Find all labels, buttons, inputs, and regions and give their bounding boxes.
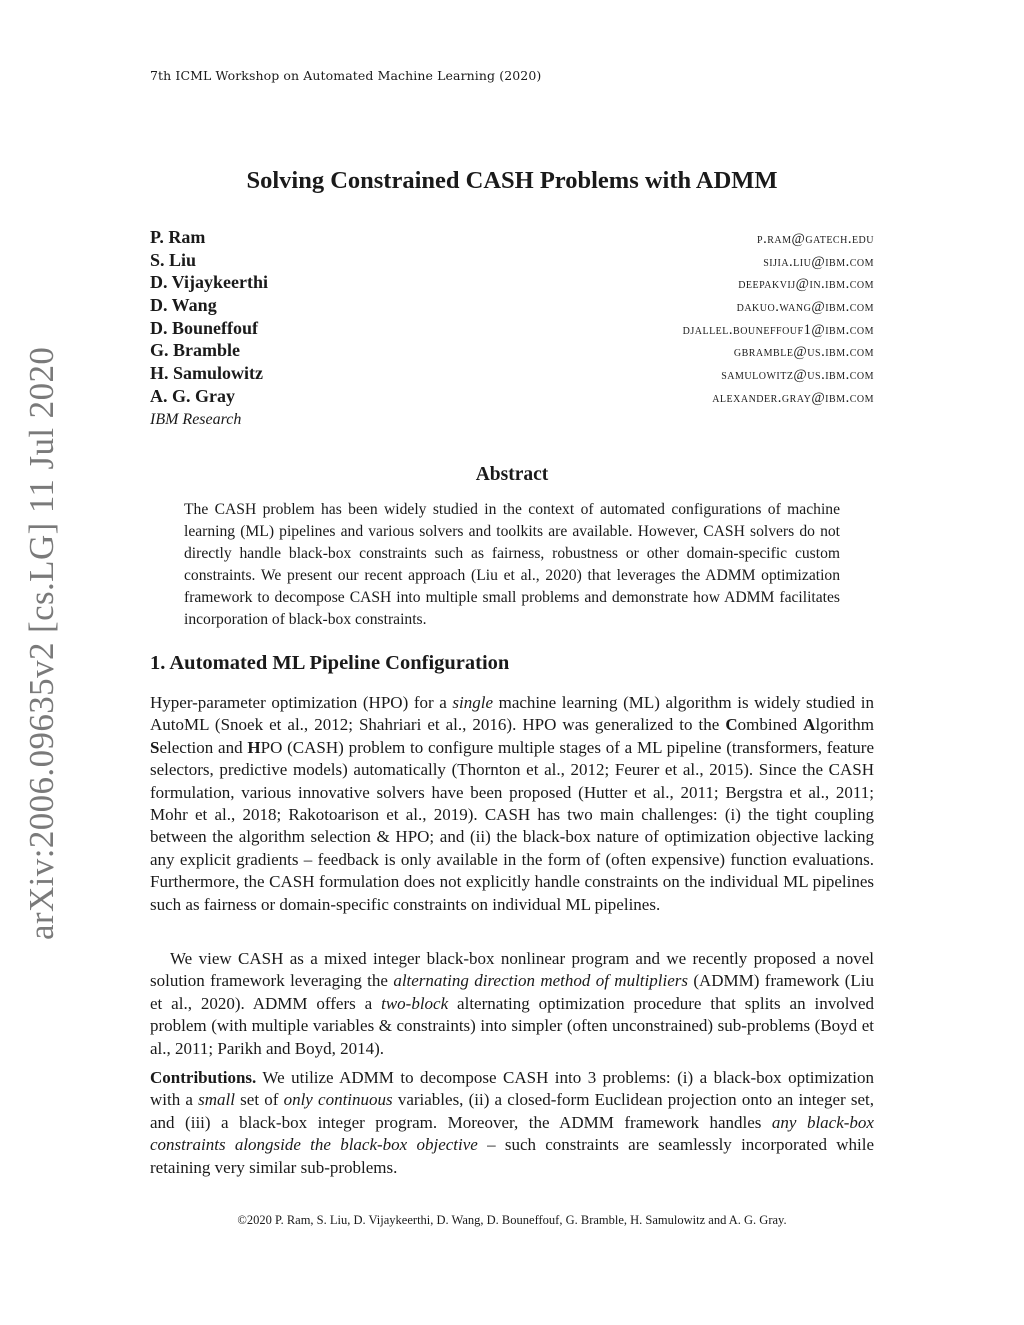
author-name: D. Bouneffouf: [150, 317, 259, 338]
text-run: ombined: [737, 715, 804, 735]
text-run: (ADMM) framework (Liu et al., 2020). ADMM offers a: [150, 971, 875, 1013]
author-row: [150, 363, 874, 386]
emphasis: small: [198, 1090, 235, 1110]
author-row: [150, 250, 874, 273]
author-email[interactable]: djallel.bouneffouf1@ibm.com: [682, 321, 874, 338]
author-list: [150, 227, 874, 429]
author-name: H. Samulowitz: [150, 363, 264, 384]
text-run: We utilize ADMM to decompose CASH into 3 problems: (i) a black-box optimization with a: [150, 1068, 874, 1110]
text-run: variables, (ii) a closed-form Euclidean projection onto an integer set, and (iii) a black-box integer program. Moreover, the ADMM framework handles: [150, 1090, 874, 1132]
emphasis: alternating direction method of multipliers: [393, 971, 688, 991]
author-row: [150, 340, 874, 363]
emphasis: only continuous: [283, 1090, 393, 1110]
acronym-letter: S: [150, 737, 160, 757]
section-heading: 1. Automated ML Pipeline Configuration: [150, 652, 510, 674]
author-name: G. Bramble: [150, 340, 240, 361]
paragraph: [150, 948, 874, 1060]
emphasis: two-block: [381, 993, 449, 1013]
acronym-letter: A: [803, 715, 816, 735]
paragraph-contributions: [150, 1067, 874, 1179]
abstract-heading: Abstract: [475, 464, 549, 485]
text-run: machine learning (ML) algorithm is widely studied in AutoML (Snoek et al., 2012; Shahriari et al., 2016). HPO was generalized to the: [150, 693, 874, 735]
paragraph-lead: Contributions.: [150, 1068, 257, 1087]
text-run: lgorithm: [815, 715, 874, 735]
text-run: election and: [159, 737, 248, 757]
author-row: [150, 318, 874, 341]
emphasis: single: [452, 693, 494, 712]
author-row: [150, 295, 874, 318]
author-name: D. Wang: [150, 295, 217, 316]
author-row: [150, 386, 874, 409]
acronym-letter: C: [725, 715, 738, 735]
author-email[interactable]: sijia.liu@ibm.com: [763, 253, 874, 270]
venue-header: 7th ICML Workshop on Automated Machine Learning (2020): [150, 68, 542, 83]
author-name: D. Vijaykeerthi: [150, 272, 268, 293]
paragraph: [150, 692, 874, 916]
author-name: A. G. Gray: [150, 385, 235, 406]
emphasis: any black-box constraints alongside the black-box objective: [150, 1112, 874, 1155]
text-run: Hyper-parameter optimization (HPO) for a: [150, 693, 453, 712]
author-name: P. Ram: [150, 227, 206, 247]
arxiv-stamp: arXiv:2006.09635v2 [cs.LG] 11 Jul 2020: [22, 346, 61, 940]
abstract-text: The CASH problem has been widely studied in the context of automated configurations of machine learning (ML) pipelines and various solvers and toolkits are available. However, CASH solvers do not directly handle black-box constraints such as fairness, robustness or other domain-specific custom constraints. We present our recent approach (Liu et al., 2020) that leverages the ADMM optimization framework to decompose CASH into multiple small problems and demonstrate how ADMM facilitates incorporation of black-box constraints.: [184, 501, 840, 628]
author-row: [150, 272, 874, 295]
author-email[interactable]: deepakvij@in.ibm.com: [738, 276, 874, 293]
paper-title: Solving Constrained CASH Problems with ADMM: [246, 167, 778, 194]
author-email[interactable]: gbramble@us.ibm.com: [733, 344, 874, 361]
author-email[interactable]: p.ram@gatech.edu: [757, 231, 874, 247]
author-email[interactable]: samulowitz@us.ibm.com: [721, 367, 874, 384]
text-run: alternating optimization procedure that splits an involved problem (with multiple variables & constraints) into simpler (often unconstrained) sub-problems (Boyd et al., 2011; Parikh and Boyd, 2014).: [150, 993, 874, 1058]
author-email[interactable]: alexander.gray@ibm.com: [712, 389, 874, 406]
author-name: S. Liu: [150, 249, 197, 270]
text-run: We view CASH as a mixed integer black-box nonlinear program and we recently proposed a novel solution framework leveraging the: [150, 949, 874, 991]
copyright-notice: ©2020 P. Ram, S. Liu, D. Vijaykeerthi, D. Wang, D. Bouneffouf, G. Bramble, H. Samulowitz and A. G. Gray.: [237, 1213, 787, 1227]
author-row: [150, 227, 874, 250]
text-run: set of: [234, 1090, 284, 1110]
text-run: PO (CASH) problem to configure multiple stages of a ML pipeline (transformers, feature selectors, predictive models) automatically (Thornton et al., 2012; Feurer et al., 2015). Since the CASH formulation, various innovative solvers have been proposed (Hutter et al., 2011; Bergstra et al., 2011; Mohr et al., 2018; Rakotoarison et al., 2019). CASH has two main challenges: (i) the tight coupling between the algorithm selection & HPO; and (ii) the black-box nature of optimization objective lacking any explicit gradients – feedback is only available in the form of (often expensive) function evaluations. Furthermore, the CASH formulation does not explicitly handle constraints on the individual ML pipelines such as fairness or domain-specific constraints on individual ML pipelines.: [150, 737, 874, 914]
text-run: – such constraints are seamlessly incorporated while retaining very similar sub-problems.: [150, 1135, 874, 1177]
acronym-letter: H: [247, 737, 261, 757]
affiliation: IBM Research: [150, 410, 242, 428]
author-email[interactable]: dakuo.wang@ibm.com: [736, 299, 874, 316]
